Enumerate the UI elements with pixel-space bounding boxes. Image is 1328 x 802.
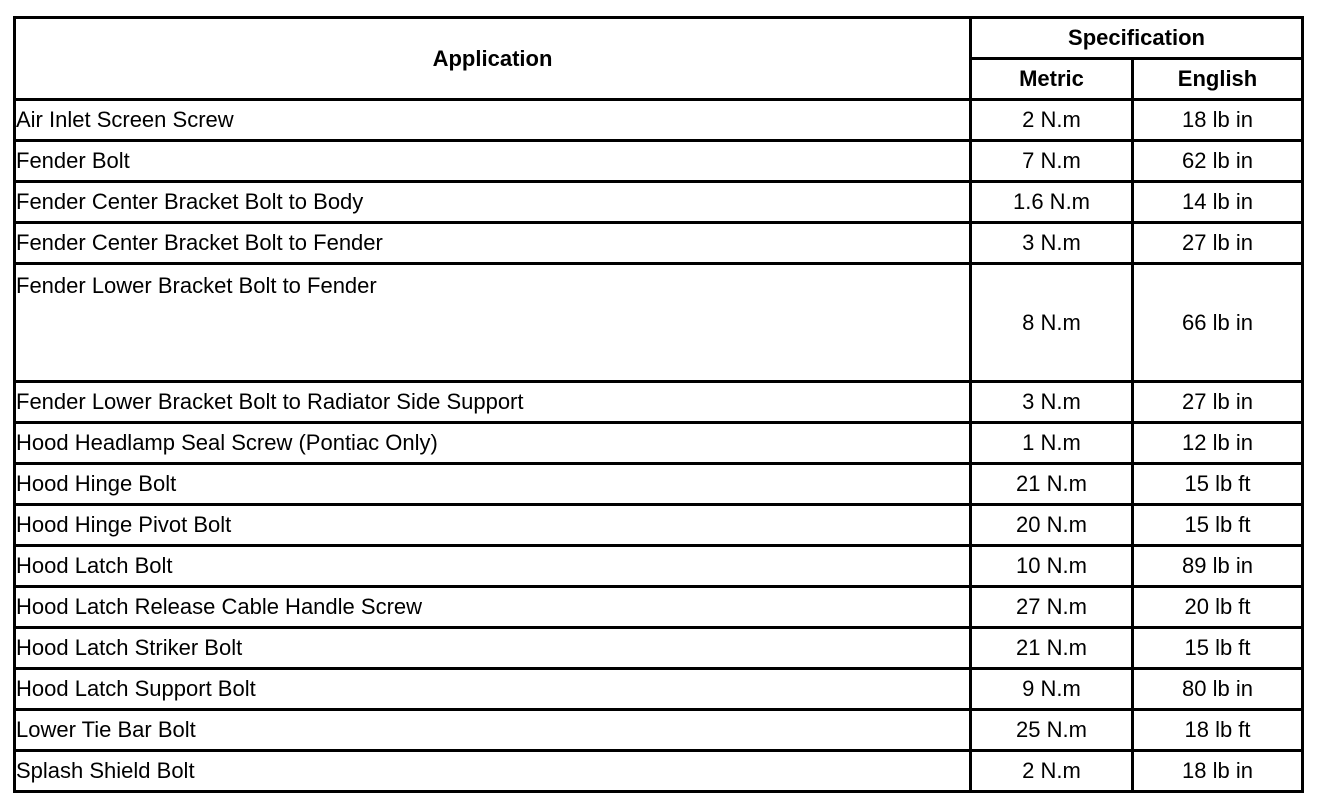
torque-spec-table bbox=[13, 16, 1304, 793]
english-cell: 15 lb ft bbox=[1133, 464, 1303, 505]
table-row bbox=[15, 182, 1303, 223]
table-row bbox=[15, 100, 1303, 141]
table-row bbox=[15, 141, 1303, 182]
table-row bbox=[15, 464, 1303, 505]
english-cell: 15 lb ft bbox=[1133, 505, 1303, 546]
metric-cell: 21 N.m bbox=[971, 464, 1133, 505]
metric-cell: 9 N.m bbox=[971, 669, 1133, 710]
metric-header: Metric bbox=[971, 59, 1133, 100]
table-row bbox=[15, 264, 1303, 382]
metric-cell: 8 N.m bbox=[971, 264, 1133, 382]
metric-cell: 3 N.m bbox=[971, 223, 1133, 264]
english-cell: 18 lb in bbox=[1133, 751, 1303, 792]
metric-cell: 3 N.m bbox=[971, 382, 1133, 423]
table-row bbox=[15, 546, 1303, 587]
application-cell: Hood Latch Release Cable Handle Screw bbox=[15, 587, 971, 628]
table-row bbox=[15, 382, 1303, 423]
metric-cell: 2 N.m bbox=[971, 751, 1133, 792]
header-row-top bbox=[15, 18, 1303, 59]
english-cell: 89 lb in bbox=[1133, 546, 1303, 587]
application-cell: Air Inlet Screen Screw bbox=[15, 100, 971, 141]
english-cell: 15 lb ft bbox=[1133, 628, 1303, 669]
application-cell: Hood Headlamp Seal Screw (Pontiac Only) bbox=[15, 423, 971, 464]
english-cell: 12 lb in bbox=[1133, 423, 1303, 464]
english-cell: 62 lb in bbox=[1133, 141, 1303, 182]
application-cell: Fender Center Bracket Bolt to Body bbox=[15, 182, 971, 223]
table-row bbox=[15, 587, 1303, 628]
english-cell: 27 lb in bbox=[1133, 382, 1303, 423]
application-cell: Hood Hinge Pivot Bolt bbox=[15, 505, 971, 546]
metric-cell: 1 N.m bbox=[971, 423, 1133, 464]
application-cell: Splash Shield Bolt bbox=[15, 751, 971, 792]
english-cell: 18 lb in bbox=[1133, 100, 1303, 141]
metric-cell: 7 N.m bbox=[971, 141, 1133, 182]
table-row bbox=[15, 423, 1303, 464]
english-cell: 66 lb in bbox=[1133, 264, 1303, 382]
table-header bbox=[15, 18, 1303, 100]
table-row bbox=[15, 751, 1303, 792]
english-header: English bbox=[1133, 59, 1303, 100]
application-cell: Hood Latch Support Bolt bbox=[15, 669, 971, 710]
english-cell: 20 lb ft bbox=[1133, 587, 1303, 628]
metric-cell: 25 N.m bbox=[971, 710, 1133, 751]
english-cell: 80 lb in bbox=[1133, 669, 1303, 710]
application-cell: Fender Lower Bracket Bolt to Fender bbox=[15, 264, 971, 382]
table-body bbox=[15, 100, 1303, 792]
application-cell: Fender Center Bracket Bolt to Fender bbox=[15, 223, 971, 264]
english-cell: 27 lb in bbox=[1133, 223, 1303, 264]
application-cell: Fender Lower Bracket Bolt to Radiator Side Support bbox=[15, 382, 971, 423]
metric-cell: 1.6 N.m bbox=[971, 182, 1133, 223]
application-cell: Hood Latch Bolt bbox=[15, 546, 971, 587]
application-header: Application bbox=[15, 18, 971, 100]
metric-cell: 20 N.m bbox=[971, 505, 1133, 546]
metric-cell: 21 N.m bbox=[971, 628, 1133, 669]
application-cell: Lower Tie Bar Bolt bbox=[15, 710, 971, 751]
table-row bbox=[15, 628, 1303, 669]
metric-cell: 27 N.m bbox=[971, 587, 1133, 628]
application-cell: Fender Bolt bbox=[15, 141, 971, 182]
metric-cell: 10 N.m bbox=[971, 546, 1133, 587]
application-cell: Hood Latch Striker Bolt bbox=[15, 628, 971, 669]
application-cell: Hood Hinge Bolt bbox=[15, 464, 971, 505]
table-row bbox=[15, 669, 1303, 710]
metric-cell: 2 N.m bbox=[971, 100, 1133, 141]
english-cell: 18 lb ft bbox=[1133, 710, 1303, 751]
table-row bbox=[15, 223, 1303, 264]
specification-header: Specification bbox=[971, 18, 1303, 59]
table-row bbox=[15, 505, 1303, 546]
english-cell: 14 lb in bbox=[1133, 182, 1303, 223]
table-row bbox=[15, 710, 1303, 751]
